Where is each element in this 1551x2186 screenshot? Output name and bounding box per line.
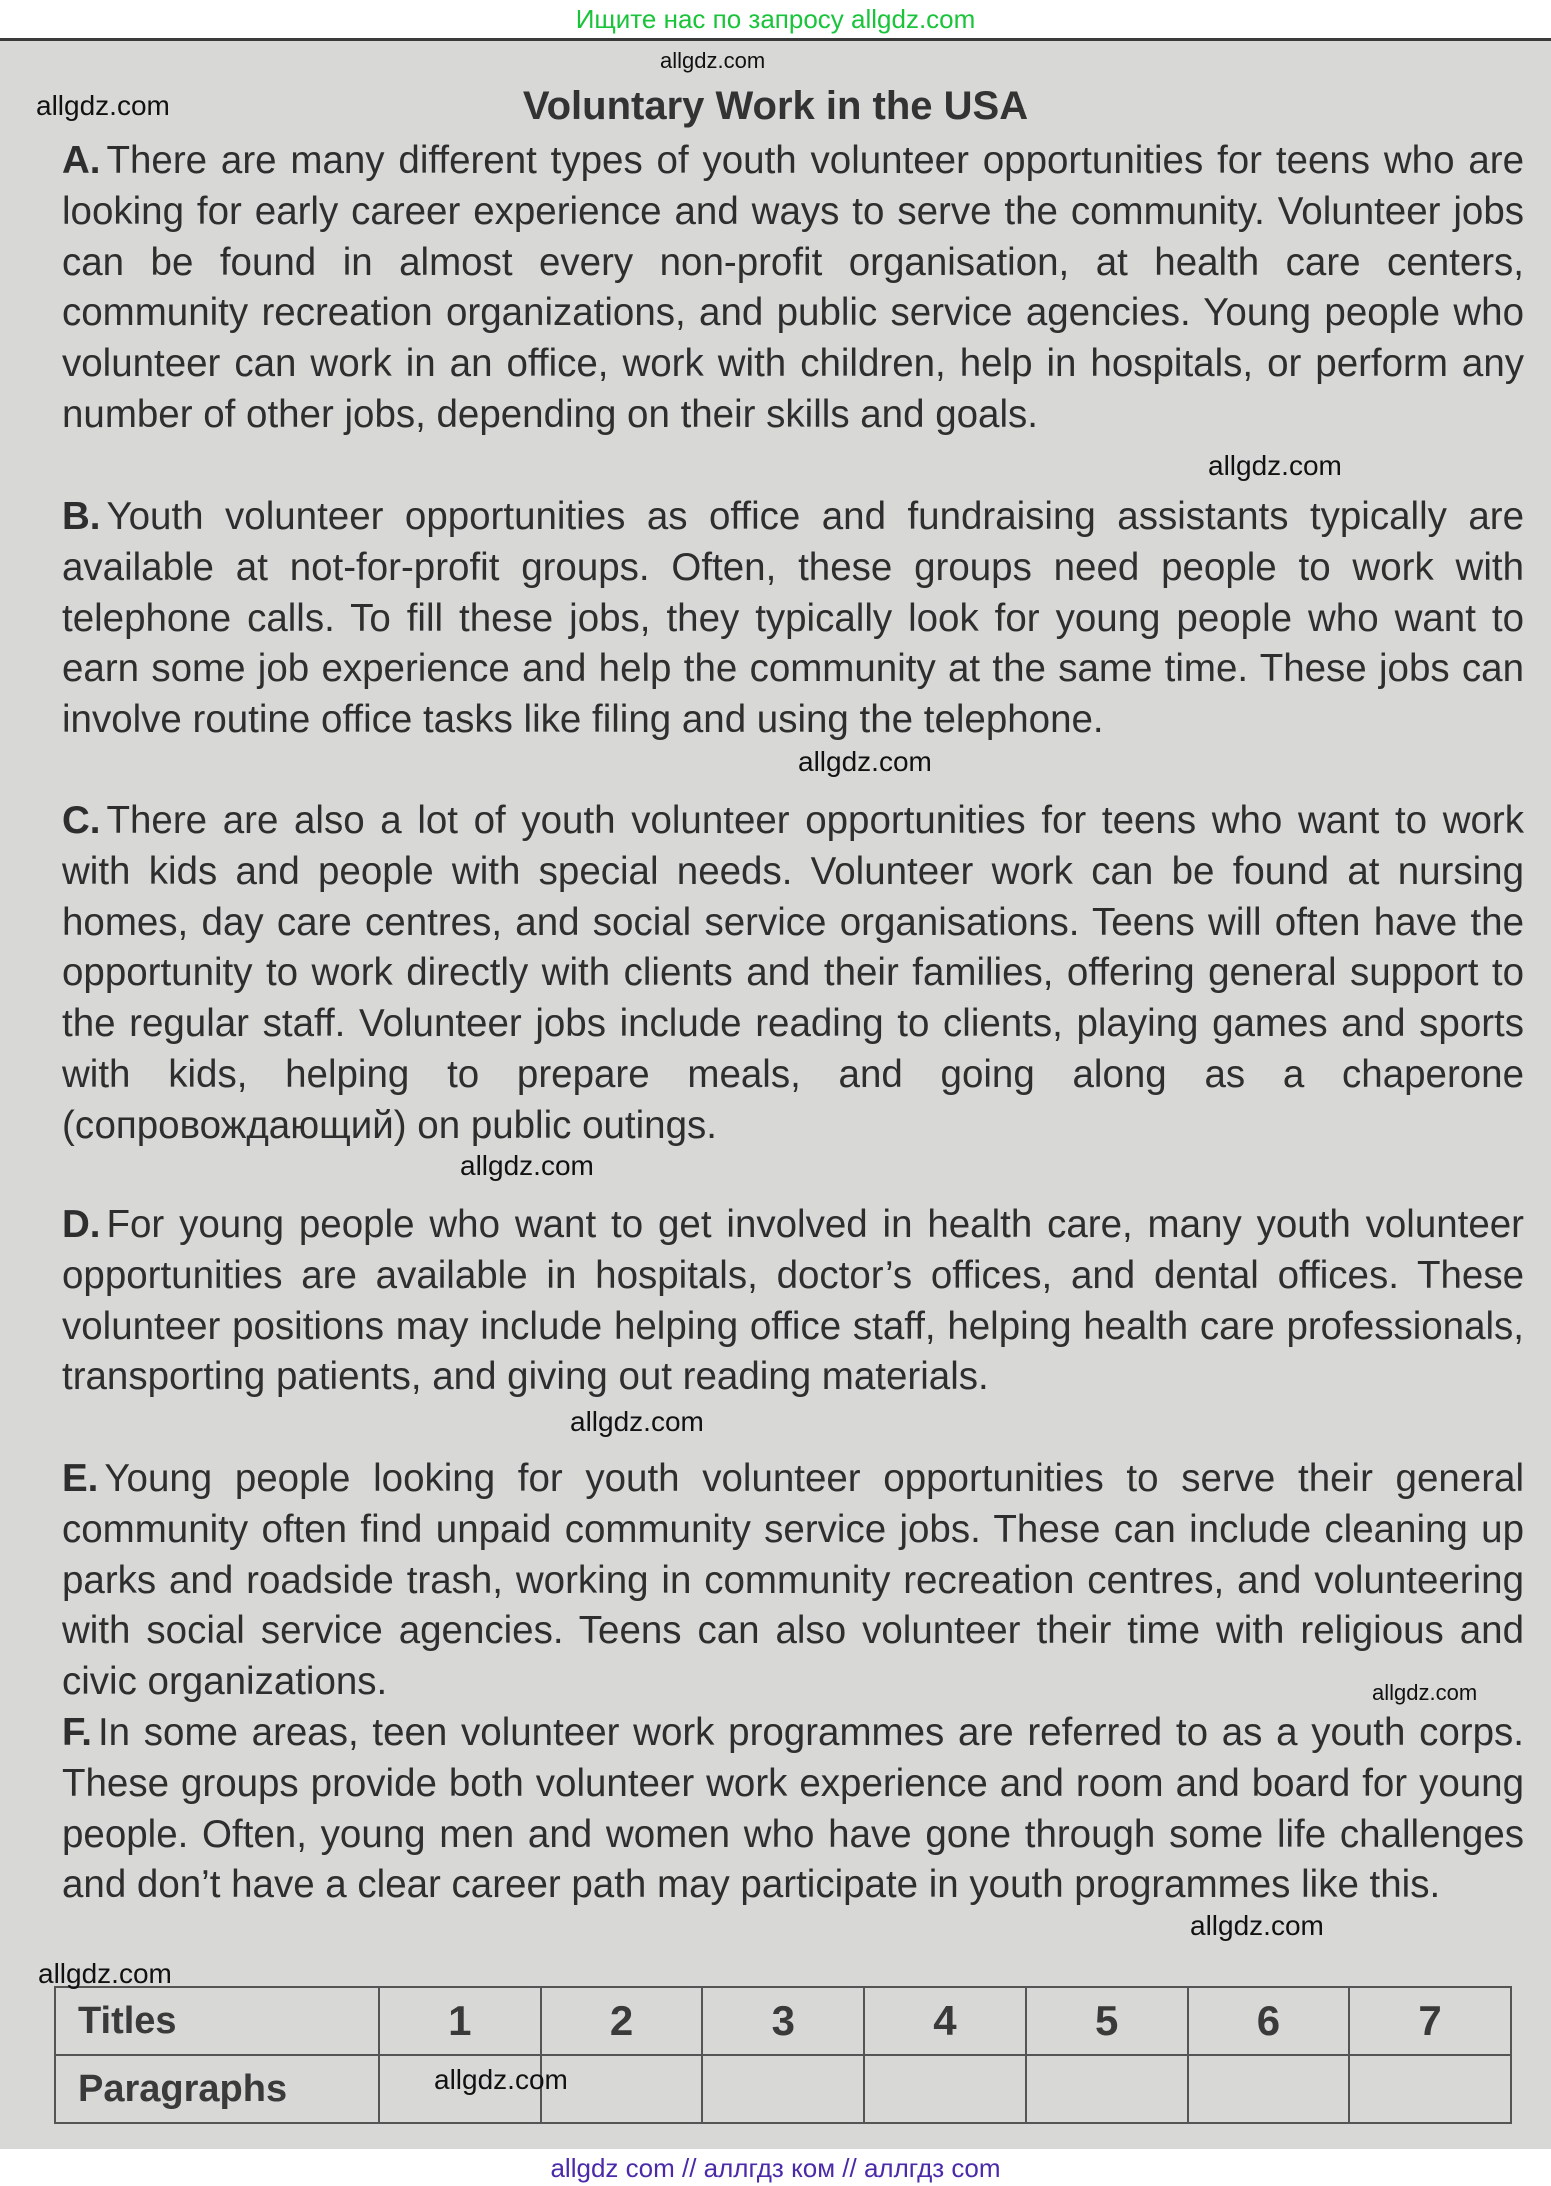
top-banner: Ищите нас по запросу allgdz.com <box>575 4 976 34</box>
column-header: 7 <box>1349 1987 1511 2055</box>
watermark: allgdz.com <box>660 48 766 73</box>
paragraph-e <box>62 1454 1524 1708</box>
paragraph-letter: C. <box>62 799 101 842</box>
column-header: 3 <box>702 1987 864 2055</box>
answer-cell[interactable] <box>702 2055 864 2123</box>
answer-cell[interactable] <box>1026 2055 1188 2123</box>
paragraph-text: There are also a lot of youth volunteer opportunities for teens who want to work with kids and people with special needs. Volunteer work can be found at nursing homes, day care centres, and social service organisations. Teens will often have the opportunity to work directly with clients and their families, offering general support to the regular staff. Volunteer jobs include reading to clients, playing games and sports with kids, helping to prepare meals, and going along as a chaperone (сопровождающий) on public outings. <box>62 799 1524 1147</box>
titles-row <box>55 1987 1511 2055</box>
paragraph-c <box>62 796 1524 1152</box>
watermark: allgdz.com <box>36 90 170 121</box>
watermark: allgdz.com <box>570 1406 704 1437</box>
paragraph-letter: B. <box>62 495 101 538</box>
answer-cell[interactable] <box>1349 2055 1511 2123</box>
paragraph-text: There are many different types of youth volunteer opportunities for teens who are looking for early career experience and ways to serve the community. Volunteer jobs can be found in almost every non-profit organisation, at health care centers, community recreation organizations, and public service agencies. Young people who volunteer can work in an office, work with children, help in hospitals, or perform any number of other jobs, depending on their skills and goals. <box>62 139 1524 436</box>
paragraph-text: Youth volunteer opportunities as office and fundraising assistants typically are available at not-for-profit groups. Often, these groups need people to work with telephone calls. To fill these jobs, they typically look for young people who want to earn some job experience and help the community at the same time. These jobs can involve routine office tasks like filing and using the telephone. <box>62 495 1524 742</box>
column-header: 6 <box>1188 1987 1350 2055</box>
paragraph-a <box>62 136 1524 441</box>
paragraphs-row-label: Paragraphs <box>55 2055 379 2123</box>
paragraph-text: Young people looking for youth volunteer opportunities to serve their general community often find unpaid community service jobs. These can include cleaning up parks and roadside trash, working in community recreation centres, and volunteering with social service agencies. Teens can also volunteer their time with religious and civic organizations. <box>62 1457 1524 1704</box>
page-title: Voluntary Work in the USA <box>522 84 1029 128</box>
watermark: allgdz.com <box>38 1958 172 1989</box>
column-header: 1 <box>379 1987 541 2055</box>
column-header: 5 <box>1026 1987 1188 2055</box>
paragraph-letter: E. <box>62 1457 99 1500</box>
paragraph-text: For young people who want to get involved in health care, many youth volunteer opportunities are available in hospitals, doctor’s offices, and dental offices. These volunteer positions may include helping office staff, helping health care professionals, transporting patients, and giving out reading materials. <box>62 1203 1524 1399</box>
paragraph-text: In some areas, teen volunteer work programmes are referred to as a youth corps. These groups provide both volunteer work experience and room and board for young people. Often, young men and women who have gone through some life challenges and don’t have a clear career path may participate in youth programmes like this. <box>62 1711 1524 1907</box>
watermark: allgdz.com <box>1190 1910 1324 1941</box>
watermark: allgdz.com <box>434 2064 568 2095</box>
paragraph-letter: F. <box>62 1711 92 1754</box>
answer-table <box>54 1986 1512 2124</box>
paragraph-f <box>62 1708 1524 1911</box>
paragraph-letter: A. <box>62 139 101 182</box>
watermark: allgdz.com <box>1372 1680 1478 1705</box>
paragraph-letter: D. <box>62 1203 101 1246</box>
paragraph-b <box>62 492 1524 746</box>
answer-cell[interactable] <box>1188 2055 1350 2123</box>
answer-cell[interactable] <box>864 2055 1026 2123</box>
paragraph-d <box>62 1200 1524 1403</box>
watermark: allgdz.com <box>1208 450 1342 481</box>
column-header: 4 <box>864 1987 1026 2055</box>
column-header: 2 <box>541 1987 703 2055</box>
bottom-banner: allgdz com // аллгдз ком // аллгдз com <box>550 2153 1001 2183</box>
watermark: allgdz.com <box>460 1150 594 1181</box>
paragraphs-row <box>55 2055 1511 2123</box>
titles-row-label: Titles <box>55 1987 379 2055</box>
watermark: allgdz.com <box>798 746 932 777</box>
